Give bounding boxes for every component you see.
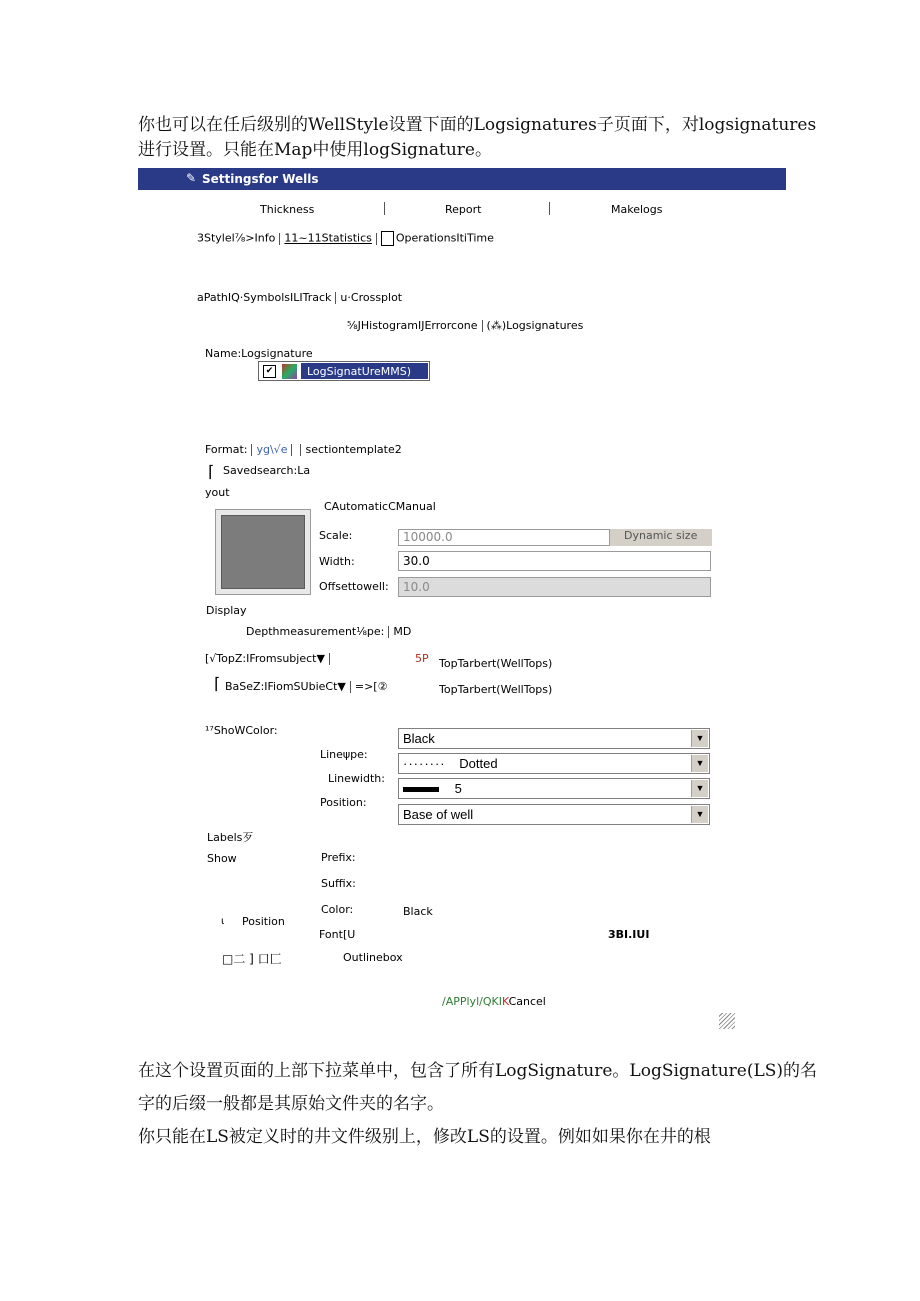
tab-thickness[interactable]: Thickness	[260, 203, 315, 216]
apply-button[interactable]: /APPlyl	[442, 995, 480, 1008]
position-label: Position:	[320, 796, 367, 809]
outro-line-3: 你只能在LS被定义时的井文件级别上，修改LS的设置。例如如果你在井的根	[138, 1127, 711, 1147]
linetype-combo[interactable]	[398, 753, 710, 774]
dynamic-size-checkbox[interactable]	[610, 529, 712, 546]
ok-hotkey: K	[501, 995, 509, 1008]
tabs-row-4	[347, 319, 583, 332]
top-value[interactable]: TopTarbert(WellTops)	[439, 657, 553, 670]
intro-line-2: 进行设置。只能在Map中使用logSignature。	[138, 140, 492, 160]
tab-logsignatures[interactable]: (⁂)Logsignatures	[486, 319, 584, 332]
font-label[interactable]: Font[U	[319, 928, 356, 941]
width-input[interactable]: 30.0	[398, 551, 711, 571]
tab-divider	[482, 320, 483, 332]
base-value[interactable]: TopTarbert(WellTops)	[439, 683, 553, 696]
tab-path-symbols-track[interactable]: aPathIQ·SymbolsILITrack	[197, 291, 332, 304]
base-extra-text: =>[②	[354, 680, 388, 693]
tab-divider	[251, 444, 252, 456]
scale-label: Scale:	[319, 529, 353, 542]
selected-logsignature[interactable]: LogSignatUreMMS)	[301, 363, 428, 379]
outline-glyphs[interactable]: □二 ] 口匚	[222, 952, 282, 966]
dynamic-size-label: Dynamic size	[624, 529, 698, 542]
scale-input[interactable]: 10000.0	[398, 529, 610, 546]
show-color-label: ¹⁷ShoWColor:	[205, 724, 278, 737]
intro-line-1: 你也可以在任后级别的WellStyle设置下面的Logsignatures子页面下，对logsignatures	[138, 115, 817, 135]
tab-divider	[291, 444, 292, 456]
dropdown-arrow-icon[interactable]: ▼	[691, 806, 708, 823]
top-z-select[interactable]: [√TopZ:IFromsubject▼	[205, 652, 325, 665]
labels-heading	[207, 829, 253, 845]
tab-makelogs[interactable]: Makelogs	[611, 203, 663, 216]
tab-divider	[279, 233, 280, 245]
linewidth-combo[interactable]	[398, 778, 710, 799]
dialog-title-bar	[138, 168, 786, 190]
top-number: 5P	[415, 652, 429, 665]
linewidth-label: Linewidth:	[328, 772, 385, 785]
outro-line-1: 在这个设置页面的上部下拉菜单中，包含了所有LogSignature。LogSignature(LS)的名	[138, 1061, 818, 1081]
tab-operations[interactable]: OperationsItiTime	[395, 231, 494, 245]
position-combo[interactable]	[398, 804, 710, 825]
button-row	[442, 995, 546, 1008]
top-row	[205, 652, 334, 665]
linetype-combo-value: Dotted	[459, 756, 498, 771]
offset-input[interactable]: 10.0	[398, 577, 711, 597]
base-row	[225, 680, 387, 693]
font-style-buttons[interactable]: 3BI.IUI	[608, 928, 650, 941]
cancel-button[interactable]: Cancel	[508, 995, 546, 1008]
tab-divider	[329, 653, 330, 665]
tab-divider	[388, 626, 389, 638]
tab-divider	[335, 292, 336, 304]
saved-search[interactable]: Savedsearch:La	[223, 464, 311, 477]
tab-statistics[interactable]: 11~11Statistics	[284, 231, 372, 245]
depth-type-label: Depthmeasurement⅛pe:	[246, 625, 385, 638]
tab-divider	[300, 444, 301, 456]
tab-style-info-label: 3Stylel⅞>Info	[197, 231, 276, 245]
color-preview[interactable]	[215, 509, 311, 595]
logsignature-icon	[282, 364, 297, 379]
tab-divider	[384, 202, 385, 215]
color-combo[interactable]	[398, 728, 710, 749]
display-label: Display	[206, 604, 247, 617]
scale-mode-radio[interactable]: CAutomaticCManual	[324, 500, 436, 513]
base-extra	[355, 680, 388, 693]
depth-type-row	[246, 625, 411, 638]
name-label: Name:Logsignature	[205, 347, 313, 360]
tab-histogram-errorcone[interactable]: ⅝JHistogramIJErrorcone	[347, 319, 478, 332]
tabs-row-3	[197, 291, 402, 304]
position-combo-value: Base of well	[403, 807, 474, 822]
pencil-icon: ✎	[186, 171, 197, 185]
logsignature-list-item[interactable]	[258, 361, 430, 381]
bracket-glyph: ⌈	[208, 462, 215, 481]
format-row	[205, 443, 402, 456]
position-bullet: ι	[221, 916, 225, 927]
suffix-label: Suffix:	[321, 877, 356, 890]
show-label: Show	[207, 852, 237, 865]
section-template[interactable]: sectiontemplate2	[305, 443, 402, 456]
color-combo-value: Black	[403, 731, 435, 746]
checkbox-icon[interactable]: ✔	[263, 365, 276, 378]
base-z-select[interactable]: BaSeZ:IFiomSUbieCt▼	[225, 680, 346, 693]
dropdown-arrow-icon[interactable]: ▼	[691, 755, 708, 772]
outline-box-label[interactable]: Outlinebox	[343, 951, 403, 964]
tab-divider	[350, 681, 351, 693]
labels-heading-text: Labels歹	[207, 831, 254, 844]
label-color-label: Color:	[321, 903, 354, 916]
dropdown-arrow-icon[interactable]: ▼	[691, 780, 708, 797]
prefix-label: Prefix:	[321, 851, 356, 864]
dropdown-arrow-icon[interactable]: ▼	[691, 730, 708, 747]
saved-search-cont: yout	[205, 486, 230, 499]
dialog-title: Settingsfor Wells	[202, 172, 319, 186]
outro-line-2: 字的后缀一般都是其原始文件夹的名字。	[138, 1094, 444, 1114]
linetype-label: Lineψpe:	[320, 748, 368, 761]
linewidth-combo-value: 5	[454, 781, 462, 796]
operations-icon	[381, 231, 394, 246]
depth-type-value[interactable]: MD	[393, 625, 412, 638]
thick-line-icon	[403, 787, 439, 792]
offset-label: Offsettowell:	[319, 580, 389, 593]
ok-button[interactable]: /QKI	[479, 995, 502, 1008]
format-label: Format:	[205, 443, 248, 456]
base-bracket-glyph: ⌈	[214, 674, 221, 693]
format-value[interactable]: yg\√e	[256, 443, 288, 456]
label-color-value[interactable]: Black	[403, 905, 433, 918]
tab-crossplot[interactable]: u·Crossplot	[340, 291, 403, 304]
resize-grip-icon[interactable]	[719, 1013, 735, 1029]
tab-divider	[549, 202, 550, 215]
width-label: Width:	[319, 555, 355, 568]
dotted-line-icon: ········	[403, 756, 446, 771]
tab-report[interactable]: Report	[445, 203, 482, 216]
label-position-label: Position	[242, 915, 285, 928]
tab-divider	[376, 233, 377, 245]
tab-style-info[interactable]	[197, 231, 494, 246]
